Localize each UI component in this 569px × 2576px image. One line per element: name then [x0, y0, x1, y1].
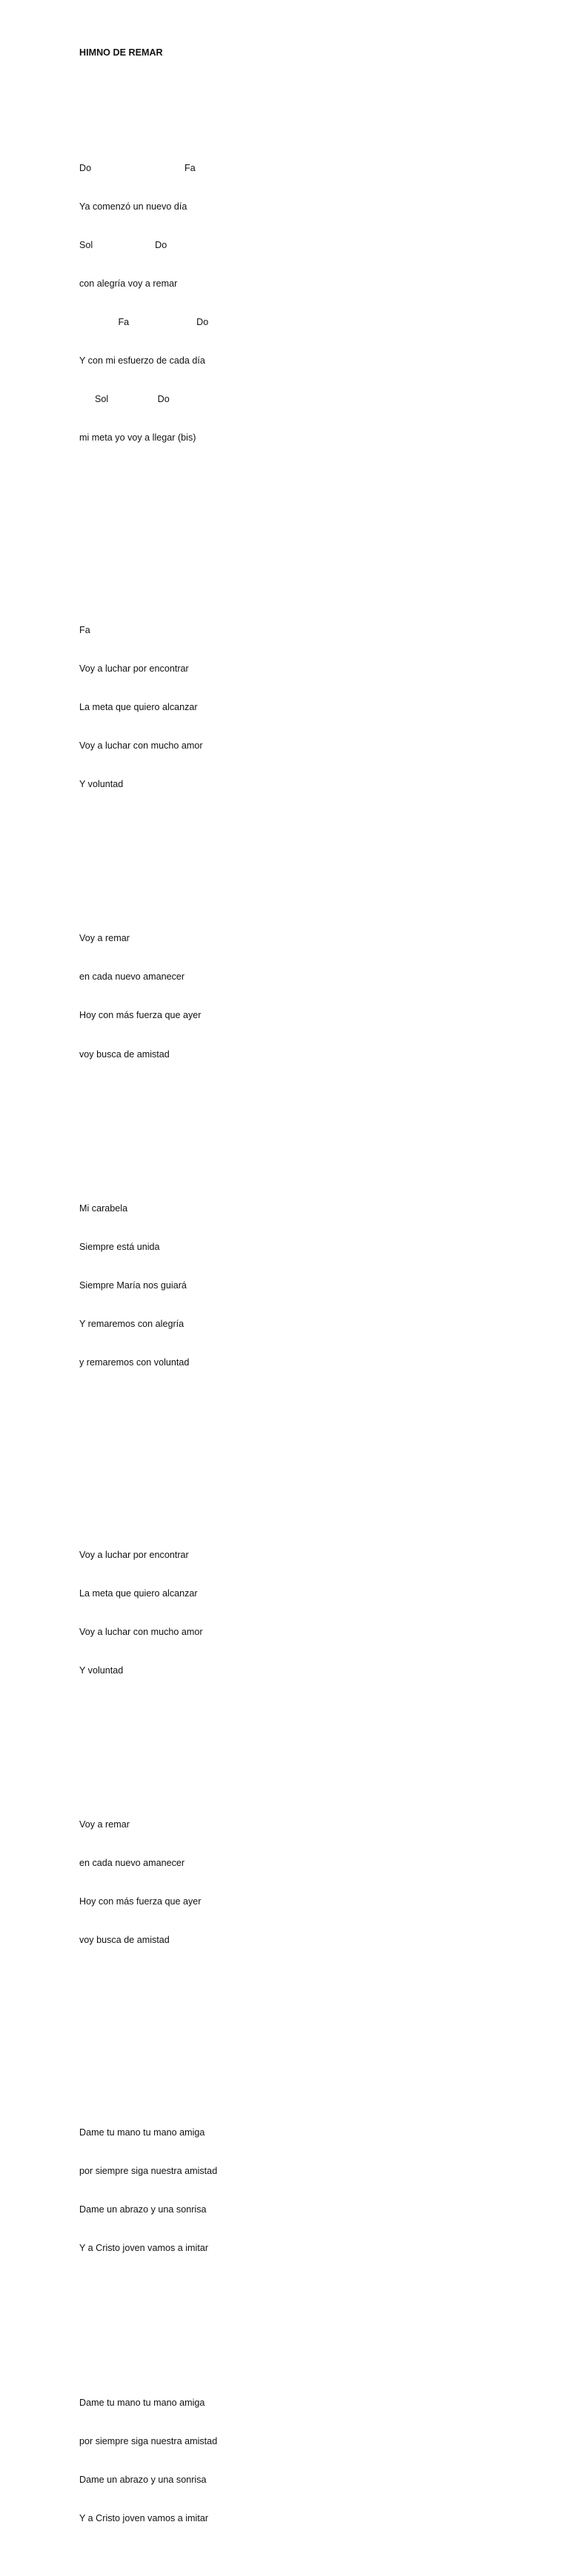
stanza-block	[79, 2101, 217, 2281]
lyric-line: Y voluntad	[79, 779, 124, 790]
stanza-block	[79, 1793, 217, 1973]
lyric-line: Y a Cristo joven vamos a imitar	[79, 2512, 209, 2523]
chord-line: Sol Do	[79, 393, 170, 404]
lyric-line: Hoy con más fuerza que ayer	[79, 1896, 202, 1907]
stanza-block	[79, 2371, 217, 2551]
lyric-line: Voy a remar	[79, 933, 130, 944]
spacer	[79, 855, 217, 868]
lyric-line: Voy a luchar por encontrar	[79, 663, 189, 675]
lyric-line: Siempre María nos guiará	[79, 1279, 187, 1291]
lyric-line: La meta que quiero alcanzar	[79, 1588, 198, 1599]
lyric-line: Mi carabela	[79, 1202, 128, 1214]
lyric-line: mi meta yo voy a llegar (bis)	[79, 432, 196, 443]
lyric-line: Voy a luchar por encontrar	[79, 1549, 189, 1560]
stanza-block	[79, 1177, 217, 1395]
lyric-line: Voy a luchar con mucho amor	[79, 1626, 203, 1637]
spacer	[79, 547, 217, 560]
lyric-line: Hoy con más fuerza que ayer	[79, 1010, 202, 1021]
chord-line: Do Fa	[79, 162, 196, 173]
spacer	[79, 85, 217, 98]
lyric-line: Dame tu mano tu mano amiga	[79, 2397, 205, 2408]
lyric-line: Y voluntad	[79, 1665, 124, 1676]
chord-line: Fa	[79, 625, 90, 636]
stanza-block	[79, 907, 217, 1087]
lyric-line: voy busca de amistad	[79, 1935, 170, 1946]
song-title: HIMNO DE REMAR	[79, 47, 163, 58]
lyric-line: y remaremos con voluntad	[79, 1356, 190, 1368]
song-text	[79, 21, 217, 2576]
lyric-line: voy busca de amistad	[79, 1048, 170, 1060]
chord-line: Fa Do	[79, 316, 209, 327]
chorus-block	[79, 1523, 217, 1703]
lyric-line: Voy a remar	[79, 1819, 130, 1830]
chorus-block	[79, 598, 217, 817]
lyric-line: Dame tu mano tu mano amiga	[79, 2127, 205, 2138]
spacer	[79, 2050, 217, 2062]
spacer	[79, 2320, 217, 2332]
lyric-line: Y con mi esfuerzo de cada día	[79, 355, 205, 366]
lyric-line: La meta que quiero alcanzar	[79, 702, 198, 713]
lyric-line: Voy a luchar con mucho amor	[79, 740, 203, 752]
spacer	[79, 2011, 217, 2024]
lyric-line: con alegría voy a remar	[79, 278, 178, 289]
spacer	[79, 1742, 217, 1754]
lyric-line: por siempre siga nuestra amistad	[79, 2435, 218, 2446]
lyric-line: por siempre siga nuestra amistad	[79, 2166, 218, 2177]
lyric-line: Y remaremos con alegría	[79, 1318, 184, 1329]
spacer	[79, 1472, 217, 1485]
lyric-line: en cada nuevo amanecer	[79, 971, 185, 983]
spacer	[79, 1125, 217, 1138]
lyric-line: Ya comenzó un nuevo día	[79, 201, 187, 212]
lyric-line: Y a Cristo joven vamos a imitar	[79, 2243, 209, 2254]
lyric-line: Dame un abrazo y una sonrisa	[79, 2474, 207, 2485]
spacer	[79, 1433, 217, 1446]
lyric-line: Siempre está unida	[79, 1241, 160, 1252]
lyric-line: Dame un abrazo y una sonrisa	[79, 2204, 207, 2215]
lyric-line: en cada nuevo amanecer	[79, 1858, 185, 1869]
spacer	[79, 509, 217, 521]
verse-chords	[79, 136, 217, 470]
chord-line: Sol Do	[79, 239, 167, 250]
